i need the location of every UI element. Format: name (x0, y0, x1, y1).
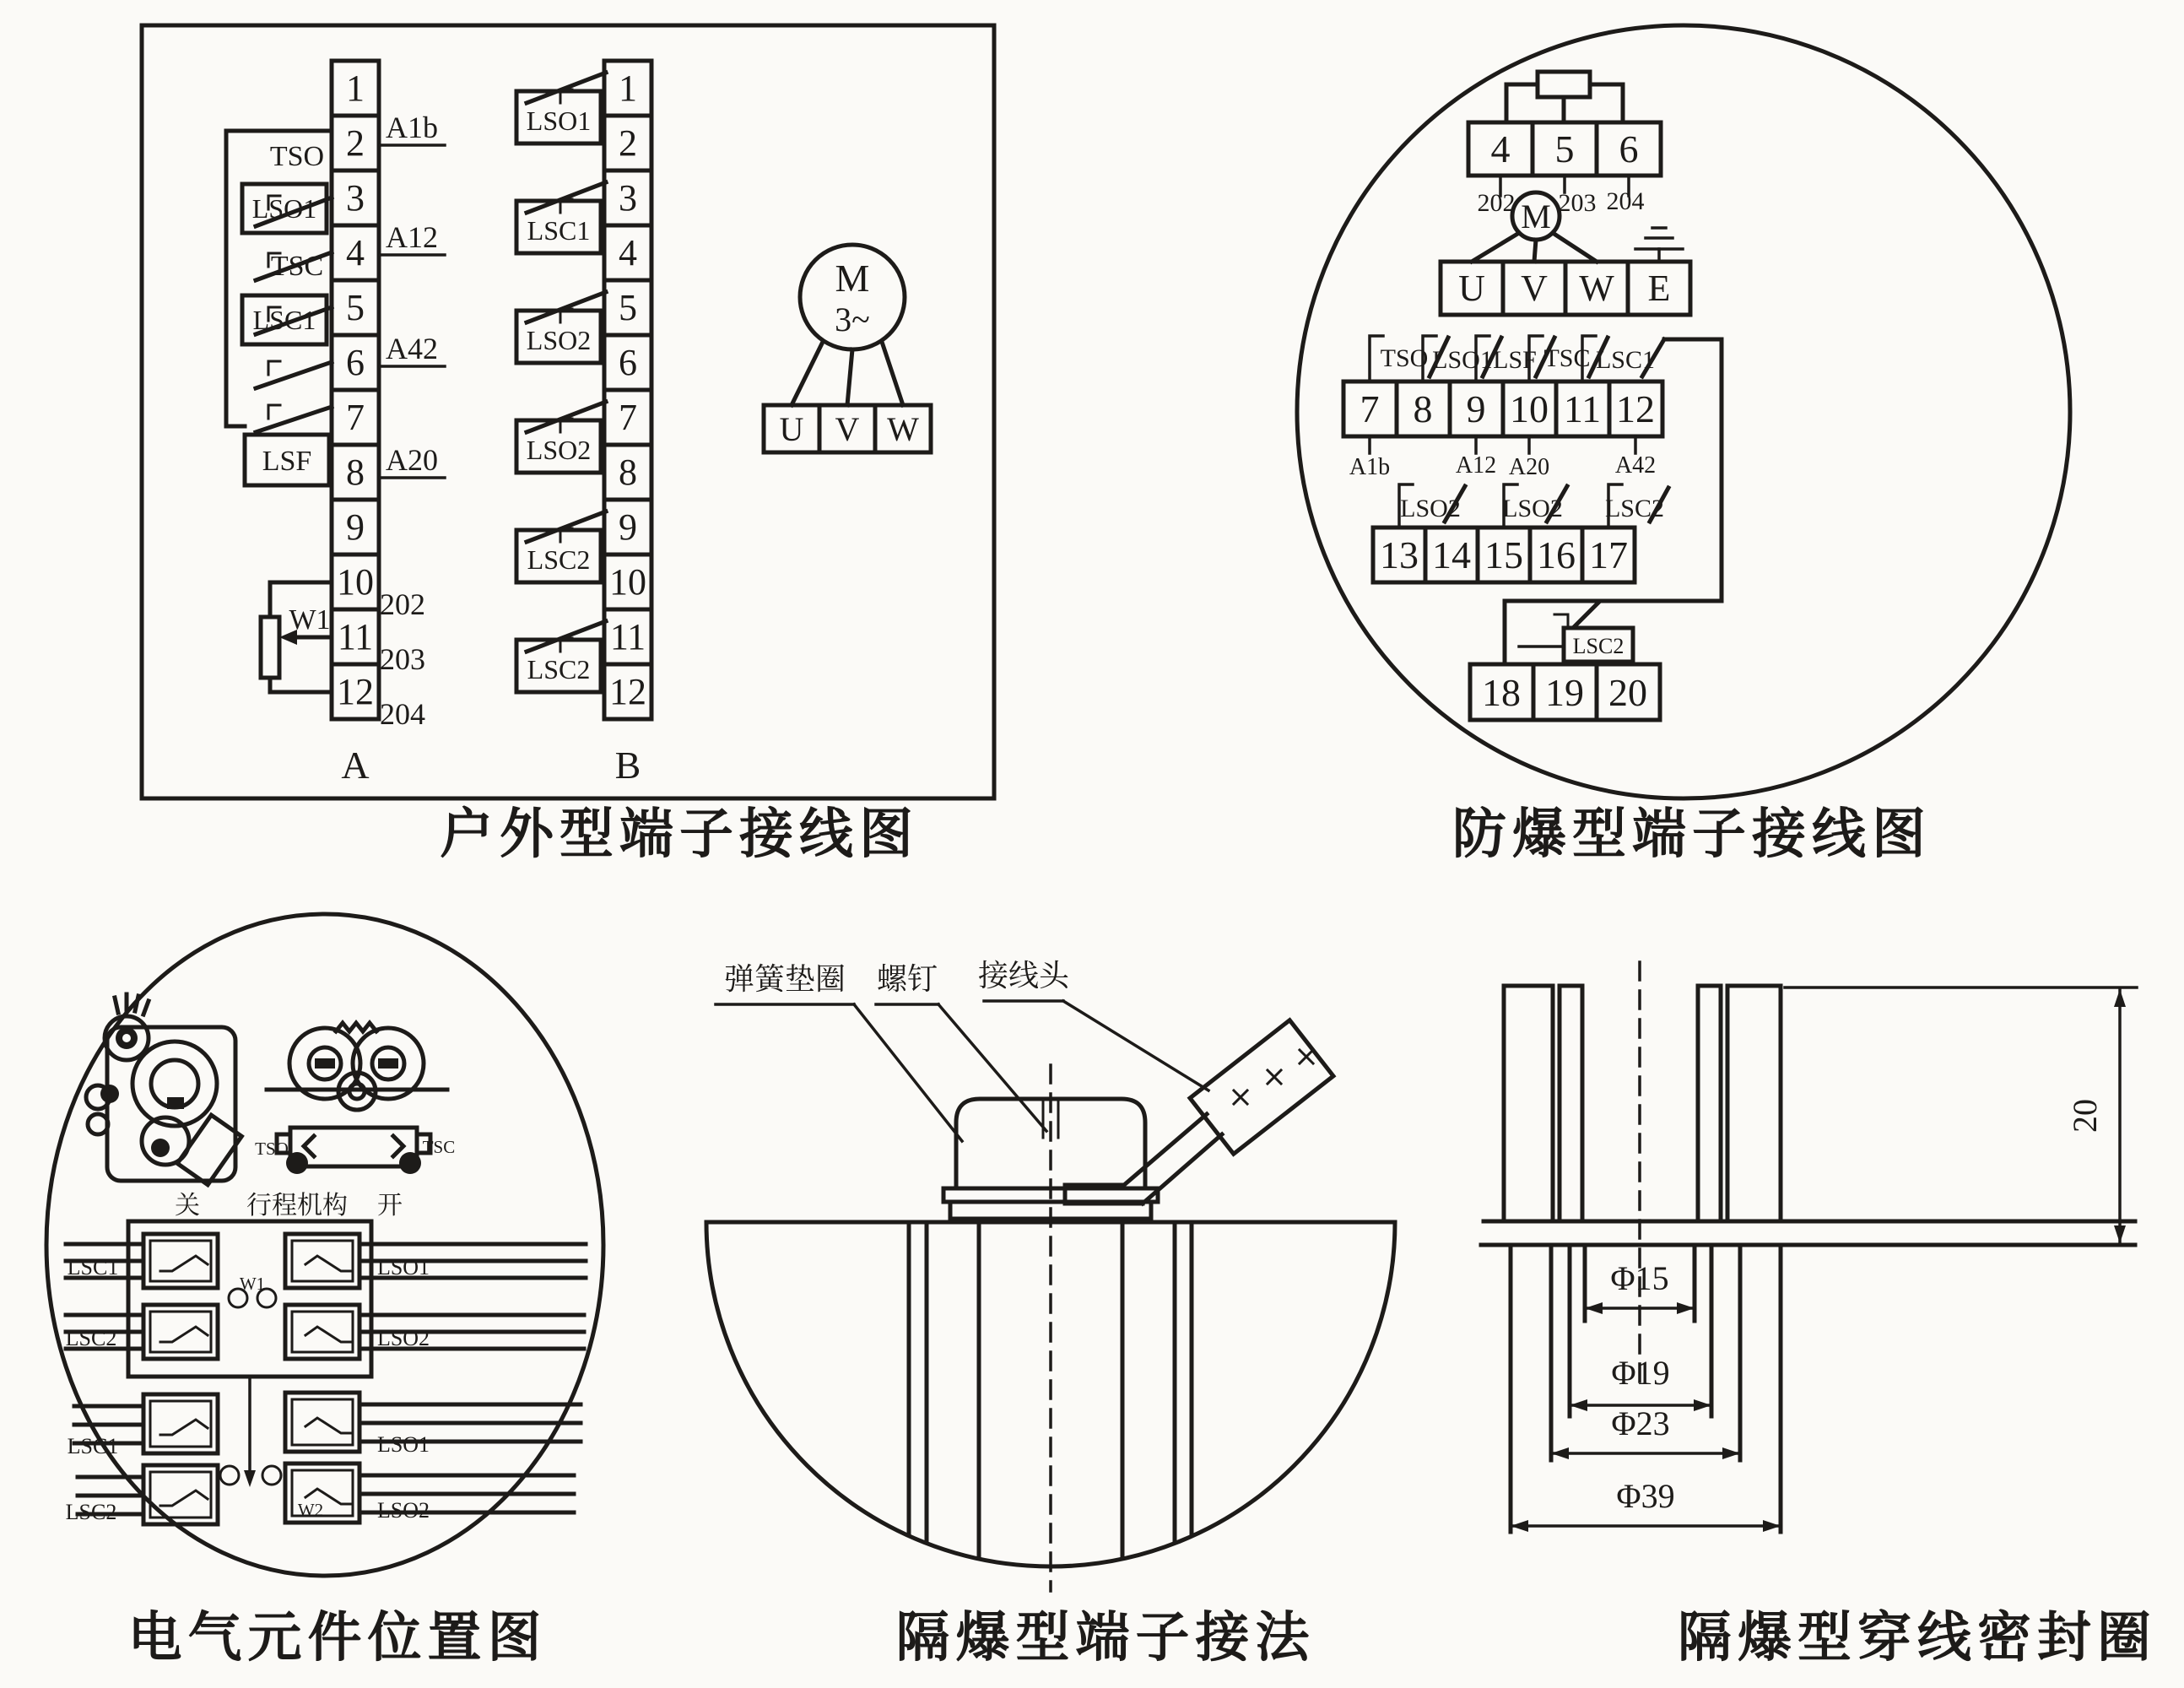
phase-cell: W (1579, 268, 1614, 309)
wire-number: 204 (380, 697, 425, 731)
terminal-number: 6 (619, 342, 637, 383)
feedback-resistor (1506, 72, 1623, 122)
wire-number: 202 (380, 587, 425, 621)
motor-label: M (835, 257, 870, 300)
top-terminal-row (1468, 122, 1661, 217)
terminal-number: 15 (1484, 533, 1523, 576)
dimension-label: Φ23 (1611, 1404, 1670, 1442)
terminal-number: 11 (337, 616, 374, 657)
torque-switch-label: TSC (422, 1137, 456, 1157)
switch-label: LSO1 (1432, 346, 1493, 374)
dimension-label: 20 (2066, 1099, 2104, 1133)
phase-cell: W (887, 410, 919, 448)
terminal-number: 8 (619, 452, 637, 493)
terminal-number: 3 (619, 177, 637, 219)
switch-label: TSO (269, 141, 325, 172)
torque-switch-label: TSO (255, 1139, 289, 1159)
part-label: 螺钉 (876, 962, 938, 996)
mid-terminal-row (1343, 381, 1662, 480)
motor-phase-label: 3~ (835, 300, 870, 338)
tap-label: A20 (1508, 454, 1550, 480)
switch-label: LSC2 (527, 544, 591, 575)
switch-label: LSF (262, 446, 312, 477)
outdoor-terminal-diagram (142, 25, 994, 864)
tap-label: A12 (386, 220, 438, 254)
diagram-caption: 隔爆型穿线密封圈 (1678, 1608, 2157, 1668)
terminal-column-b (604, 61, 651, 787)
terminal-number: 5 (1554, 127, 1575, 170)
tap-label: A1b (386, 111, 438, 144)
terminal-number: 9 (619, 506, 637, 548)
pot-label: W2 (297, 1500, 324, 1520)
diagram-caption: 防爆型端子接线图 (1452, 804, 1932, 864)
terminal-number: 10 (337, 561, 374, 603)
terminal-column-a (332, 61, 379, 787)
height-dimension (2066, 989, 2126, 1243)
motor-label: M (1521, 197, 1551, 235)
wire-lug (1065, 1020, 1333, 1204)
ground-icon (1635, 228, 1683, 262)
terminal-number: 6 (1619, 127, 1639, 170)
terminal-number: 13 (1380, 533, 1419, 576)
switch-label: LSC2 (1604, 495, 1665, 522)
switch-label: LSC1 (67, 1255, 119, 1280)
dimension-label: Φ19 (1611, 1354, 1670, 1392)
tap-label: A1b (1349, 454, 1391, 480)
switch-label: LSC1 (1595, 346, 1656, 374)
switch-label: LSO1 (376, 1432, 430, 1457)
switch-label: LSO2 (376, 1498, 430, 1523)
terminal-number: 4 (619, 232, 637, 273)
flameproof-terminal-diagram (1297, 25, 2070, 864)
phase-cell: V (835, 410, 860, 448)
mechanism-right (255, 1023, 455, 1174)
switch-label: TSO (1380, 344, 1429, 372)
motor-symbol (764, 245, 931, 452)
screw-terminal-diagram (706, 959, 1398, 1668)
switch-label: LSO2 (526, 435, 592, 465)
column-footer: B (614, 744, 641, 787)
mechanism-label: 行程机构 (246, 1192, 348, 1220)
switch-label: LSC2 (65, 1326, 117, 1350)
switch-label: LSC2 (527, 654, 591, 684)
switch-label: LSO2 (1400, 495, 1461, 522)
terminal-number: 5 (619, 287, 637, 328)
component-position-diagram (46, 914, 603, 1668)
terminal-number: 11 (609, 616, 646, 657)
potentiometer-label: W1 (289, 604, 331, 636)
switch-label: LSC1 (252, 305, 316, 335)
dimension-label: Φ39 (1616, 1477, 1675, 1515)
tap-label: A20 (386, 443, 438, 477)
switch-label: LSC1 (527, 215, 591, 246)
terminal-number: 12 (609, 671, 646, 712)
phase-cell: U (779, 410, 804, 448)
part-label: 接线头 (977, 959, 1070, 993)
terminal-number: 14 (1432, 533, 1471, 576)
terminal-number: 1 (619, 68, 637, 109)
switch-label: LSF (1493, 346, 1537, 374)
switch-label: LSC2 (1572, 634, 1624, 658)
diagram-caption: 户外型端子接线图 (440, 804, 919, 864)
seal-section (1481, 962, 2137, 1393)
column-a-taps (380, 111, 445, 731)
terminal-number: 9 (1466, 387, 1486, 430)
bowl-section (706, 1222, 1398, 1570)
potentiometer (261, 582, 332, 692)
switch-row-1 (1370, 336, 1664, 380)
terminal-number: 2 (346, 122, 365, 164)
direction-label: 关 (175, 1192, 200, 1220)
phase-cell: E (1647, 268, 1671, 309)
terminal-number: 16 (1537, 533, 1576, 576)
terminal-number: 10 (1510, 387, 1549, 430)
terminal-number: 17 (1589, 533, 1628, 576)
wire-number: 204 (1606, 187, 1645, 215)
terminal-number: 5 (346, 287, 365, 328)
wire-number: 202 (1477, 189, 1516, 217)
terminal-number: 7 (619, 397, 637, 438)
terminal-number: 19 (1545, 671, 1584, 714)
terminal-number: 20 (1608, 671, 1647, 714)
terminal-number: 4 (1490, 127, 1511, 170)
direction-label: 开 (377, 1192, 403, 1220)
terminal-number: 9 (346, 506, 365, 548)
terminal-number: 10 (609, 561, 646, 603)
tap-label: A42 (1614, 452, 1657, 479)
column-footer: A (341, 744, 370, 787)
seal-ring-diagram (1481, 962, 2157, 1668)
switch-label: LSC1 (67, 1434, 119, 1458)
switch-group-top (66, 1221, 586, 1377)
switch-label: TSC (270, 251, 324, 282)
terminal-number: 3 (346, 177, 365, 219)
low-terminal-row (1373, 528, 1635, 582)
switch-label: TSC (1543, 344, 1591, 372)
bottom-terminal-row (1470, 603, 1660, 720)
part-label: 弹簧垫圈 (723, 962, 846, 996)
switch-label: LSO1 (376, 1255, 430, 1280)
terminal-number: 12 (1616, 387, 1655, 430)
part-labels (716, 959, 1208, 1141)
terminal-number: 12 (337, 671, 374, 712)
mechanism-label-row (175, 1192, 403, 1220)
wire-number: 203 (1558, 189, 1597, 217)
terminal-number: 8 (1413, 387, 1433, 430)
switch-label: LSO2 (1502, 495, 1563, 522)
switch-label: LSO1 (251, 193, 317, 224)
switch-label: LSC2 (65, 1500, 117, 1524)
switch-label: LSO1 (526, 106, 592, 136)
tap-label: A42 (386, 332, 438, 365)
dimension-label: Φ15 (1610, 1259, 1669, 1297)
terminal-number: 18 (1482, 671, 1521, 714)
group-connector (220, 1377, 281, 1487)
switch-group-bottom (66, 1393, 581, 1524)
terminal-number: 8 (346, 452, 365, 493)
uvwe-row (1441, 262, 1690, 315)
terminal-number: 2 (619, 122, 637, 164)
terminal-number: 11 (1563, 387, 1602, 430)
diagram-caption: 电气元件位置图 (127, 1608, 548, 1668)
wire-number: 203 (380, 642, 425, 676)
terminal-number: 1 (346, 68, 365, 109)
switch-label: LSO2 (376, 1326, 430, 1350)
phase-cell: U (1458, 268, 1485, 309)
mechanism-left (86, 994, 241, 1185)
terminal-number: 7 (346, 397, 365, 438)
diagram-caption: 隔爆型端子接法 (895, 1608, 1316, 1668)
phase-cell: V (1521, 268, 1548, 309)
switch-row-2 (1399, 484, 1668, 526)
terminal-number: 4 (346, 232, 365, 273)
terminal-number: 7 (1360, 387, 1380, 430)
tap-label: A12 (1455, 452, 1497, 479)
column-b-switches (516, 73, 606, 692)
terminal-number: 6 (346, 342, 365, 383)
pot-label: W1 (239, 1274, 266, 1294)
switch-label: LSO2 (526, 325, 592, 355)
column-a-switches (226, 131, 332, 485)
